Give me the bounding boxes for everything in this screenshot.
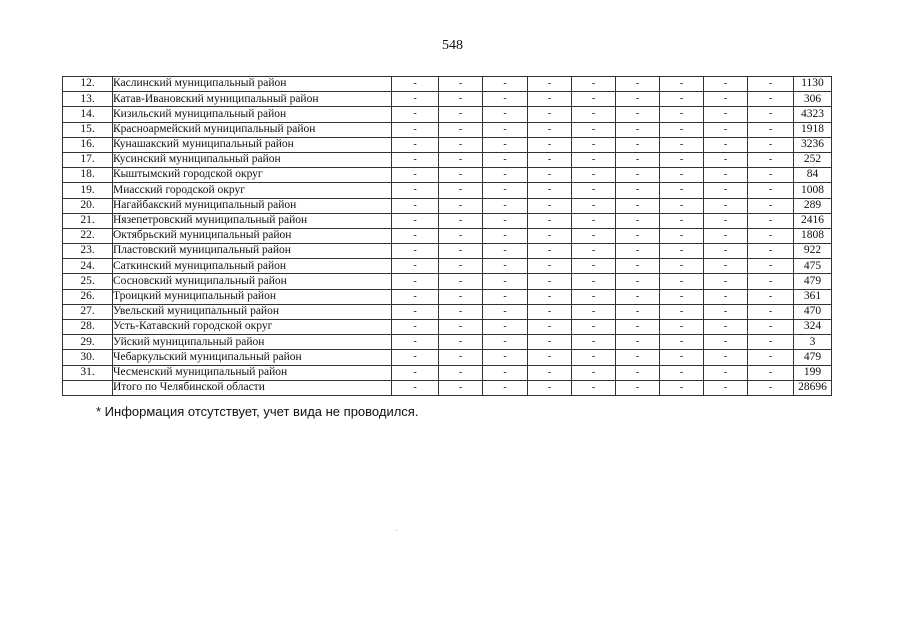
row-dash-cell: -: [439, 365, 483, 380]
row-dash-cell: -: [616, 213, 660, 228]
row-dash-cell: -: [616, 289, 660, 304]
row-dash-cell: -: [392, 137, 439, 152]
row-dash-cell: -: [439, 107, 483, 122]
row-dash-cell: -: [572, 259, 616, 274]
row-dash-cell: -: [748, 320, 794, 335]
row-dash-cell: -: [660, 365, 704, 380]
row-dash-cell: -: [704, 92, 748, 107]
row-number: 21.: [63, 213, 113, 228]
row-dash-cell: -: [528, 168, 572, 183]
row-dash-cell: -: [483, 122, 528, 137]
row-dash-cell: -: [704, 213, 748, 228]
row-dash-cell: -: [439, 350, 483, 365]
row-dash-cell: -: [528, 244, 572, 259]
row-dash-cell: -: [439, 274, 483, 289]
row-dash-cell: -: [439, 335, 483, 350]
table-row: [63, 274, 832, 289]
footnote: * Информация отсутствует, учет вида не проводился.: [96, 404, 419, 419]
row-number: 15.: [63, 122, 113, 137]
row-dash-cell: -: [528, 320, 572, 335]
row-dash-cell: -: [439, 244, 483, 259]
row-dash-cell: -: [528, 213, 572, 228]
row-number: 25.: [63, 274, 113, 289]
row-dash-cell: -: [528, 92, 572, 107]
row-dash-cell: -: [704, 304, 748, 319]
row-dash-cell: -: [528, 259, 572, 274]
row-number: 26.: [63, 289, 113, 304]
row-dash-cell: -: [660, 152, 704, 167]
row-dash-cell: -: [392, 350, 439, 365]
row-dash-cell: -: [572, 92, 616, 107]
row-name: Саткинский муниципальный район: [113, 259, 392, 274]
row-dash-cell: -: [704, 289, 748, 304]
table-row: [63, 213, 832, 228]
row-number: 20.: [63, 198, 113, 213]
row-dash-cell: -: [392, 198, 439, 213]
row-name: Пластовский муниципальный район: [113, 244, 392, 259]
row-total: 922: [794, 244, 832, 259]
row-total: 1808: [794, 228, 832, 243]
row-dash-cell: -: [748, 274, 794, 289]
row-dash-cell: -: [439, 228, 483, 243]
row-dash-cell: -: [483, 168, 528, 183]
row-dash-cell: -: [616, 274, 660, 289]
row-number: 28.: [63, 320, 113, 335]
row-total: 479: [794, 350, 832, 365]
row-dash-cell: -: [483, 335, 528, 350]
row-dash-cell: -: [748, 183, 794, 198]
row-dash-cell: -: [660, 122, 704, 137]
row-dash-cell: -: [616, 365, 660, 380]
row-number: 30.: [63, 350, 113, 365]
row-dash-cell: -: [704, 380, 748, 395]
row-dash-cell: -: [660, 304, 704, 319]
row-name: Кизильский муниципальный район: [113, 107, 392, 122]
row-total: 361: [794, 289, 832, 304]
row-dash-cell: -: [572, 350, 616, 365]
row-dash-cell: -: [572, 122, 616, 137]
row-dash-cell: -: [748, 289, 794, 304]
page-number: 548: [442, 38, 463, 53]
row-dash-cell: -: [616, 198, 660, 213]
row-dash-cell: -: [528, 380, 572, 395]
row-dash-cell: -: [439, 259, 483, 274]
row-dash-cell: -: [616, 77, 660, 92]
row-dash-cell: -: [392, 77, 439, 92]
row-dash-cell: -: [748, 168, 794, 183]
row-dash-cell: -: [483, 304, 528, 319]
row-dash-cell: -: [572, 183, 616, 198]
row-dash-cell: -: [748, 152, 794, 167]
row-dash-cell: -: [616, 259, 660, 274]
row-name: Троицкий муниципальный район: [113, 289, 392, 304]
row-dash-cell: -: [748, 137, 794, 152]
row-dash-cell: -: [439, 92, 483, 107]
row-dash-cell: -: [528, 274, 572, 289]
row-dash-cell: -: [572, 320, 616, 335]
row-total: 84: [794, 168, 832, 183]
row-dash-cell: -: [439, 198, 483, 213]
row-dash-cell: -: [528, 183, 572, 198]
row-dash-cell: -: [704, 122, 748, 137]
row-dash-cell: -: [528, 365, 572, 380]
row-dash-cell: -: [528, 335, 572, 350]
row-dash-cell: -: [616, 228, 660, 243]
row-dash-cell: -: [483, 365, 528, 380]
row-dash-cell: -: [483, 137, 528, 152]
row-dash-cell: -: [392, 380, 439, 395]
row-dash-cell: -: [616, 183, 660, 198]
row-dash-cell: -: [439, 304, 483, 319]
row-dash-cell: -: [572, 304, 616, 319]
table-row: [63, 304, 832, 319]
row-dash-cell: -: [528, 137, 572, 152]
row-dash-cell: -: [616, 168, 660, 183]
row-total: 306: [794, 92, 832, 107]
row-dash-cell: -: [748, 228, 794, 243]
row-dash-cell: -: [660, 320, 704, 335]
row-dash-cell: -: [572, 213, 616, 228]
row-name: Катав-Ивановский муниципальный район: [113, 92, 392, 107]
row-name: Октябрьский муниципальный район: [113, 228, 392, 243]
table-row: [63, 183, 832, 198]
row-dash-cell: -: [704, 350, 748, 365]
row-dash-cell: -: [483, 152, 528, 167]
row-dash-cell: -: [439, 137, 483, 152]
row-dash-cell: -: [616, 304, 660, 319]
row-dash-cell: -: [660, 92, 704, 107]
row-dash-cell: -: [528, 228, 572, 243]
row-dash-cell: -: [704, 183, 748, 198]
row-dash-cell: -: [572, 365, 616, 380]
table-row: [63, 289, 832, 304]
row-dash-cell: -: [748, 350, 794, 365]
row-name: Нязепетровский муниципальный район: [113, 213, 392, 228]
table-row: [63, 152, 832, 167]
row-number: 16.: [63, 137, 113, 152]
row-dash-cell: -: [528, 122, 572, 137]
table-body: [63, 77, 832, 396]
row-dash-cell: -: [392, 228, 439, 243]
table-row: [63, 107, 832, 122]
table-row: [63, 380, 832, 395]
row-number: 24.: [63, 259, 113, 274]
row-number: 29.: [63, 335, 113, 350]
row-dash-cell: -: [483, 289, 528, 304]
row-dash-cell: -: [528, 289, 572, 304]
row-name: Кунашакский муниципальный район: [113, 137, 392, 152]
row-dash-cell: -: [704, 137, 748, 152]
row-dash-cell: -: [660, 183, 704, 198]
row-dash-cell: -: [528, 198, 572, 213]
row-total: 479: [794, 274, 832, 289]
row-dash-cell: -: [483, 320, 528, 335]
table-row: [63, 92, 832, 107]
row-number: 22.: [63, 228, 113, 243]
row-total: 3236: [794, 137, 832, 152]
row-dash-cell: -: [660, 137, 704, 152]
row-dash-cell: -: [704, 365, 748, 380]
row-dash-cell: -: [704, 244, 748, 259]
row-total: 28696: [794, 380, 832, 395]
row-dash-cell: -: [704, 168, 748, 183]
row-dash-cell: -: [439, 183, 483, 198]
row-dash-cell: -: [572, 244, 616, 259]
row-dash-cell: -: [616, 380, 660, 395]
row-dash-cell: -: [616, 335, 660, 350]
row-total: 289: [794, 198, 832, 213]
row-dash-cell: -: [660, 335, 704, 350]
row-dash-cell: -: [528, 107, 572, 122]
row-dash-cell: -: [660, 244, 704, 259]
row-dash-cell: -: [660, 198, 704, 213]
row-dash-cell: -: [572, 335, 616, 350]
row-dash-cell: -: [392, 168, 439, 183]
row-dash-cell: -: [748, 77, 794, 92]
row-dash-cell: -: [439, 380, 483, 395]
row-dash-cell: -: [572, 380, 616, 395]
row-dash-cell: -: [660, 380, 704, 395]
row-dash-cell: -: [439, 289, 483, 304]
row-total: 2416: [794, 213, 832, 228]
row-dash-cell: -: [439, 320, 483, 335]
row-dash-cell: -: [748, 198, 794, 213]
row-dash-cell: -: [572, 274, 616, 289]
row-dash-cell: -: [704, 107, 748, 122]
row-name: Красноармейский муниципальный район: [113, 122, 392, 137]
row-dash-cell: -: [392, 259, 439, 274]
row-number: 23.: [63, 244, 113, 259]
row-name: Чесменский муниципальный район: [113, 365, 392, 380]
row-dash-cell: -: [572, 198, 616, 213]
row-dash-cell: -: [616, 152, 660, 167]
table-row: [63, 77, 832, 92]
row-number: 31.: [63, 365, 113, 380]
row-name: Кусинский муниципальный район: [113, 152, 392, 167]
row-name: Нагайбакский муниципальный район: [113, 198, 392, 213]
row-dash-cell: -: [704, 152, 748, 167]
row-dash-cell: -: [528, 304, 572, 319]
row-dash-cell: -: [439, 77, 483, 92]
row-dash-cell: -: [616, 350, 660, 365]
row-dash-cell: -: [392, 92, 439, 107]
row-total: 1008: [794, 183, 832, 198]
row-dash-cell: -: [616, 320, 660, 335]
row-dash-cell: -: [704, 259, 748, 274]
table-row: [63, 168, 832, 183]
row-dash-cell: -: [704, 274, 748, 289]
row-dash-cell: -: [572, 168, 616, 183]
row-name: Каслинский муниципальный район: [113, 77, 392, 92]
row-total: 1130: [794, 77, 832, 92]
row-name: Увельский муниципальный район: [113, 304, 392, 319]
row-number: 27.: [63, 304, 113, 319]
row-dash-cell: -: [392, 122, 439, 137]
row-dash-cell: -: [704, 320, 748, 335]
row-dash-cell: -: [704, 198, 748, 213]
row-total: 3: [794, 335, 832, 350]
row-number: 17.: [63, 152, 113, 167]
row-dash-cell: -: [748, 365, 794, 380]
table-row: [63, 137, 832, 152]
table-row: [63, 244, 832, 259]
row-dash-cell: -: [660, 77, 704, 92]
row-dash-cell: -: [748, 244, 794, 259]
row-number: 18.: [63, 168, 113, 183]
row-name: Миасский городской округ: [113, 183, 392, 198]
row-name: Итого по Челябинской области: [113, 380, 392, 395]
row-dash-cell: -: [572, 228, 616, 243]
row-dash-cell: -: [748, 304, 794, 319]
row-dash-cell: -: [392, 335, 439, 350]
table-row: [63, 365, 832, 380]
row-total: 199: [794, 365, 832, 380]
row-dash-cell: -: [660, 274, 704, 289]
row-number: 19.: [63, 183, 113, 198]
row-dash-cell: -: [483, 213, 528, 228]
table-row: [63, 259, 832, 274]
row-dash-cell: -: [704, 77, 748, 92]
row-dash-cell: -: [616, 107, 660, 122]
row-dash-cell: -: [748, 380, 794, 395]
row-number: 13.: [63, 92, 113, 107]
row-dash-cell: -: [616, 137, 660, 152]
row-dash-cell: -: [616, 92, 660, 107]
row-dash-cell: -: [660, 289, 704, 304]
row-name: Сосновский муниципальный район: [113, 274, 392, 289]
row-dash-cell: -: [660, 213, 704, 228]
row-number: 12.: [63, 77, 113, 92]
scan-speck: [396, 530, 397, 531]
table-row: [63, 320, 832, 335]
row-dash-cell: -: [572, 289, 616, 304]
row-dash-cell: -: [392, 183, 439, 198]
row-dash-cell: -: [704, 228, 748, 243]
table-row: [63, 122, 832, 137]
row-dash-cell: -: [660, 168, 704, 183]
table-row: [63, 335, 832, 350]
table-row: [63, 198, 832, 213]
row-dash-cell: -: [483, 244, 528, 259]
row-dash-cell: -: [392, 274, 439, 289]
table-row: [63, 228, 832, 243]
row-name: Уйский муниципальный район: [113, 335, 392, 350]
row-dash-cell: -: [528, 350, 572, 365]
row-dash-cell: -: [616, 244, 660, 259]
row-name: Усть-Катавский городской округ: [113, 320, 392, 335]
row-dash-cell: -: [528, 77, 572, 92]
row-total: 470: [794, 304, 832, 319]
row-dash-cell: -: [439, 152, 483, 167]
row-dash-cell: -: [483, 228, 528, 243]
row-dash-cell: -: [483, 380, 528, 395]
row-dash-cell: -: [439, 213, 483, 228]
row-dash-cell: -: [748, 107, 794, 122]
row-dash-cell: -: [748, 122, 794, 137]
row-dash-cell: -: [748, 259, 794, 274]
row-dash-cell: -: [483, 274, 528, 289]
row-dash-cell: -: [748, 335, 794, 350]
row-name: Кыштымский городской округ: [113, 168, 392, 183]
row-dash-cell: -: [572, 77, 616, 92]
row-dash-cell: -: [660, 228, 704, 243]
row-dash-cell: -: [572, 152, 616, 167]
row-dash-cell: -: [483, 350, 528, 365]
row-dash-cell: -: [392, 365, 439, 380]
row-dash-cell: -: [483, 183, 528, 198]
row-total: 324: [794, 320, 832, 335]
row-number: 14.: [63, 107, 113, 122]
row-total: 252: [794, 152, 832, 167]
row-dash-cell: -: [392, 107, 439, 122]
row-dash-cell: -: [439, 122, 483, 137]
row-name: Чебаркульский муниципальный район: [113, 350, 392, 365]
data-table: [62, 76, 832, 396]
table-row: [63, 350, 832, 365]
row-dash-cell: -: [572, 107, 616, 122]
row-dash-cell: -: [392, 304, 439, 319]
row-dash-cell: -: [704, 335, 748, 350]
row-dash-cell: -: [660, 350, 704, 365]
row-dash-cell: -: [660, 107, 704, 122]
row-total: 475: [794, 259, 832, 274]
row-total: 4323: [794, 107, 832, 122]
row-dash-cell: -: [483, 92, 528, 107]
row-dash-cell: -: [483, 198, 528, 213]
row-dash-cell: -: [439, 168, 483, 183]
row-dash-cell: -: [616, 122, 660, 137]
row-dash-cell: -: [483, 77, 528, 92]
row-dash-cell: -: [748, 213, 794, 228]
row-dash-cell: -: [392, 213, 439, 228]
row-dash-cell: -: [748, 92, 794, 107]
row-dash-cell: -: [572, 137, 616, 152]
row-dash-cell: -: [392, 320, 439, 335]
row-dash-cell: -: [392, 289, 439, 304]
row-dash-cell: -: [483, 259, 528, 274]
row-dash-cell: -: [392, 244, 439, 259]
row-number: [63, 380, 113, 395]
row-dash-cell: -: [660, 259, 704, 274]
row-dash-cell: -: [392, 152, 439, 167]
row-total: 1918: [794, 122, 832, 137]
row-dash-cell: -: [528, 152, 572, 167]
row-dash-cell: -: [483, 107, 528, 122]
